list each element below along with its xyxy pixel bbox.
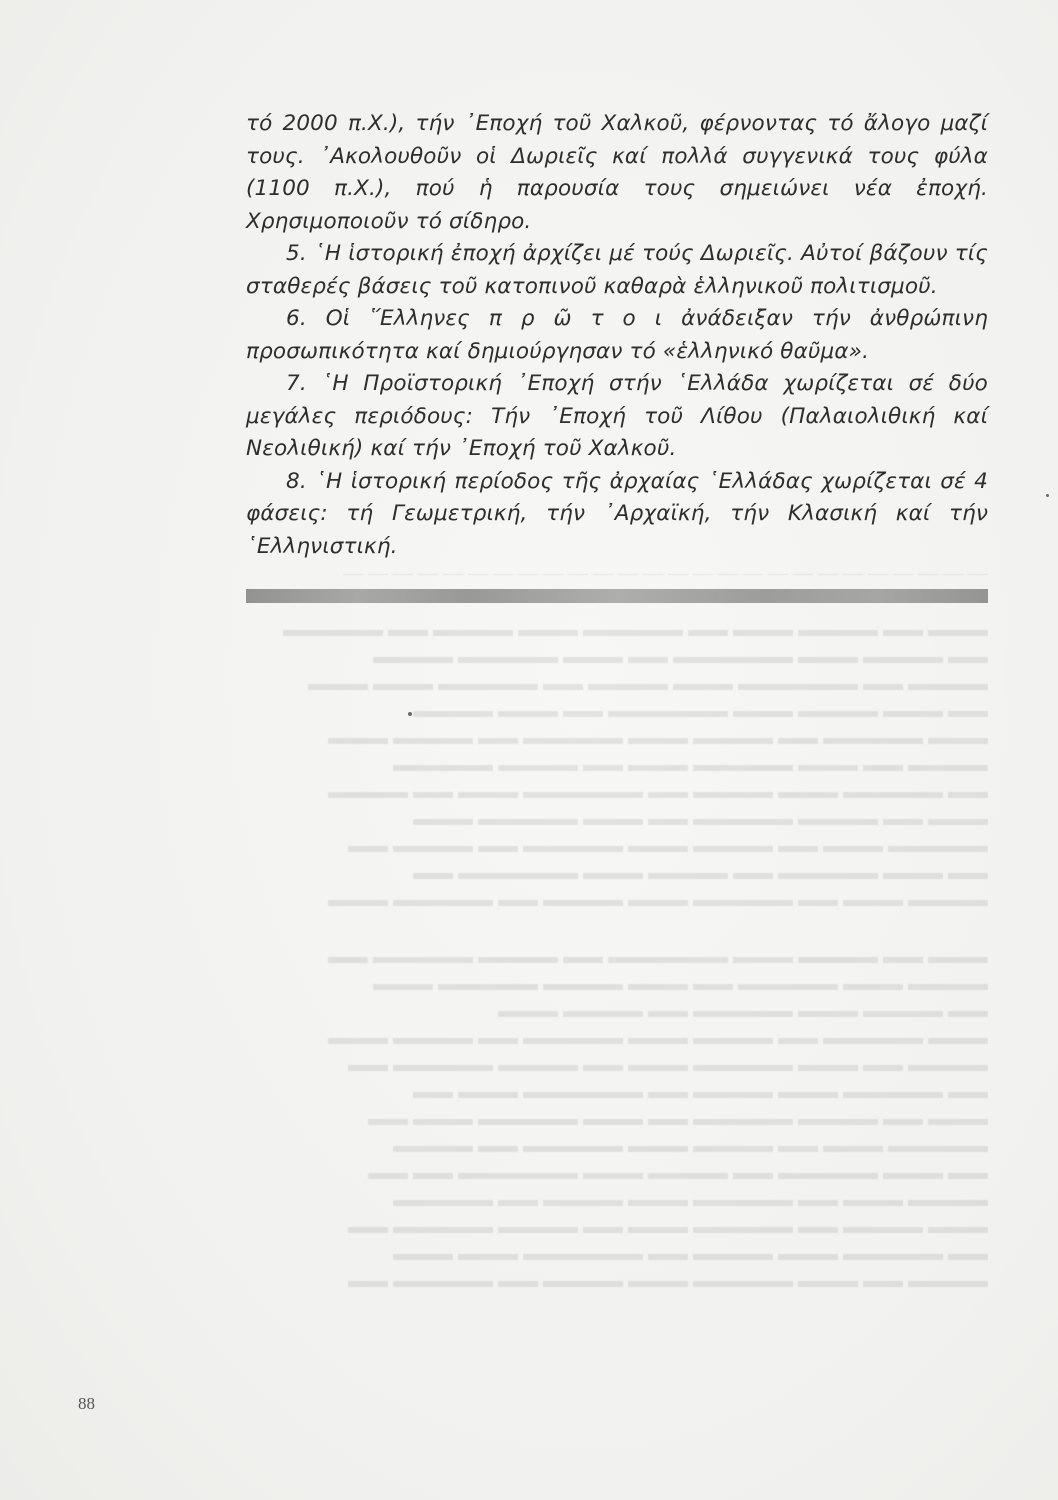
paragraph-point-7: 7. ῾Η Προϊστορική ᾿Εποχή στήν ῾Ελλάδα χωρίζεται σέ δύο μεγάλες περιόδους: Τήν ᾿Εποχή τοῦ Λίθου (Παλαιολιθική καί Νεολιθική) καί τήν ᾿Εποχή τοῦ Χαλκοῦ.: [246, 371, 988, 461]
show-through-text: — — — — — — — — — — — — — — — — — — — — — — — — — — ▬▬▬ ▬▬ ▬▬▬▬ ▬▬▬ ▬▬ ▬▬▬▬▬ ▬▬▬ ▬▬▬▬ ▬▬ ▬▬▬▬▬ ▬▬ ▬▬▬▬ ▬▬▬ ▬▬▬▬▬▬ ▬▬ ▬▬▬ ▬▬▬▬▬ ▬▬▬▬ ▬▬▬▬ ▬▬ ▬▬▬▬▬▬ ▬▬▬ ▬▬▬▬ ▬▬ ▬▬▬▬▬ ▬▬▬ ▬▬▬ ▬▬ ▬▬▬ ▬▬▬▬ ▬▬▬ ▬▬▬▬▬▬ ▬▬ ▬▬▬ ▬▬▬▬ ▬▬▬ ▬▬▬▬▬ ▬▬ ▬▬▬▬ ▬▬▬ ▬▬▬▬▬ ▬▬ ▬▬▬▬ ▬▬▬ ▬▬▬▬ ▬▬ ▬▬▬ ▬▬▬▬▬ ▬▬▬ ▬▬ ▬▬▬▬ ▬▬▬▬▬ ▬▬ ▬▬▬▬▬ ▬▬▬ ▬▬▬▬ ▬▬ ▬▬▬▬▬▬ ▬▬▬ ▬▬ ▬▬▬▬ ▬▬▬ ▬▬ ▬▬▬▬ ▬▬▬▬▬ ▬▬ ▬▬▬ ▬▬▬▬▬ ▬▬▬ ▬▬▬▬▬ ▬▬▬ ▬▬ ▬▬▬▬ ▬▬▬ ▬▬▬▬▬ ▬▬ ▬▬▬▬ ▬▬ ▬▬ ▬▬▬ ▬▬▬▬▬ ▬▬ ▬▬▬▬ ▬▬▬ ▬▬▬▬▬▬ ▬▬ ▬▬▬▬ ▬▬▬ ▬▬ ▬▬▬▬▬ ▬▬▬ ▬▬▬▬ ▬▬ ▬▬▬▬▬ ▬▬▬ ▬▬▬ ▬▬ ▬▬▬▬ ▬▬▬ ▬▬▬▬▬▬ ▬▬ ▬▬▬▬ ▬▬▬▬▬ ▬▬ ▬▬▬▬ ▬▬▬ ▬▬▬▬▬ ▬▬ ▬▬▬ ▬▬▬▬ ▬▬▬▬▬ ▬▬▬ ▬▬ ▬▬▬▬ ▬▬▬ ▬▬▬▬▬ ▬▬ ▬▬▬▬ ▬▬▬ ▬▬▬ ▬▬▬▬▬ ▬▬ ▬▬▬▬ ▬▬▬ ▬▬▬▬▬ ▬▬ ▬▬▬▬ ▬▬▬ ▬▬▬▬ ▬▬ ▬▬▬ ▬▬▬▬▬ ▬▬▬ ▬▬ ▬▬▬▬ ▬▬▬▬▬ ▬▬ ▬▬ ▬▬▬▬▬ ▬▬▬ ▬▬▬▬ ▬▬ ▬▬▬▬▬▬ ▬▬▬ ▬▬ ▬▬▬ ▬▬ ▬▬▬▬ ▬▬▬▬▬ ▬▬ ▬▬▬ ▬▬▬▬▬ ▬▬▬ ▬▬ ▬▬▬▬▬ ▬▬▬ ▬▬ ▬▬▬▬ ▬▬▬ ▬▬▬▬▬ ▬▬ ▬▬▬▬ ▬▬ ▬▬▬ ▬▬▬▬▬ ▬▬ ▬▬▬▬ ▬▬▬ ▬▬▬▬▬▬ ▬▬ ▬▬ ▬▬▬▬ ▬▬▬ ▬▬ ▬▬▬▬▬ ▬▬▬ ▬▬▬▬ ▬▬ ▬▬▬▬▬ ▬▬▬ ▬▬▬▬ ▬▬ ▬▬▬▬▬ ▬▬▬ ▬▬ ▬▬▬▬ ▬▬▬▬▬ ▬▬ ▬▬ ▬▬▬▬▬ ▬▬▬ ▬▬▬▬ ▬▬ ▬▬▬▬▬▬ ▬▬▬ ▬▬▬ ▬▬▬▬ ▬▬ ▬▬▬ ▬▬▬▬▬ ▬▬▬ ▬▬▬▬ ▬▬ ▬▬▬▬▬ ▬▬: [283, 562, 988, 1292]
body-text: [246, 108, 988, 563]
paragraph-continuation: τό 2000 π.Χ.), τήν ᾿Εποχή τοῦ Χαλκοῦ, φέρνοντας τό ἄλογο μαζί τους. ᾿Ακολουθοῦν οἱ Δωριεῖς καί πολλά συγγενικά τους φύλα (1100 π.Χ.), πού ἡ παρουσία τους σημειώνει νέα ἐποχή. Χρησιμοποιοῦν τό σίδηρο.: [246, 111, 988, 234]
paragraph-point-8: 8. ῾Η ἱστορική περίοδος τῆς ἀρχαίας ῾Ελλάδας χωρίζεται σέ 4 φάσεις: τή Γεωμετρική, τήν ᾿Αρχαϊκή, τήν Κλασική καί τήν ῾Ελληνιστική.: [246, 468, 988, 559]
ink-speck: [408, 712, 412, 716]
paragraph-point-6: 6. Οἱ ῞Ελληνες π ρ ῶ τ ο ι ἀνάδειξαν τήν ἀνθρώπινη προσωπικότητα καί δημιούργησαν τό «ἑλληνικό θαῦμα».: [246, 306, 988, 364]
page-number: 88: [78, 1394, 95, 1413]
ink-speck: [1046, 494, 1049, 497]
paragraph-point-5: 5. ῾Η ἱστορική ἐποχή ἀρχίζει μέ τούς Δωριεῖς. Αὐτοί βάζουν τίς σταθερές βάσεις τοῦ κατοπινοῦ καθαρὰ ἑλληνικοῦ πολιτισμοῦ.: [246, 241, 988, 299]
section-divider-bar: [246, 589, 988, 603]
